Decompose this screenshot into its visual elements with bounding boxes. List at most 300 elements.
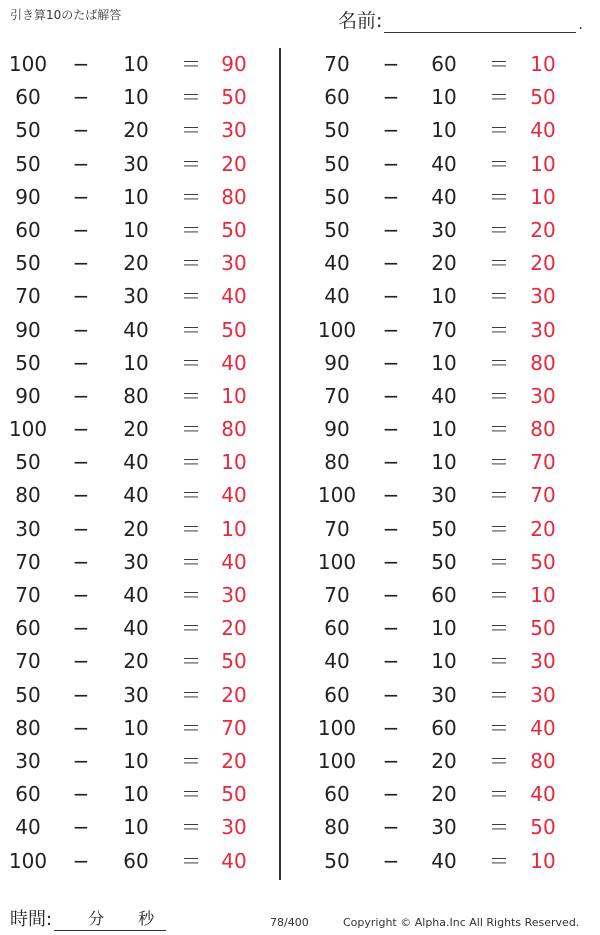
subtrahend: 10	[431, 450, 457, 475]
answer: 30	[530, 383, 556, 408]
answer: 50	[221, 217, 247, 242]
answer: 50	[530, 616, 556, 641]
subtrahend: 60	[123, 848, 149, 873]
equals-sign: ＝	[489, 52, 509, 76]
minuend: 70	[15, 284, 41, 309]
minuend: 50	[15, 682, 41, 707]
answer: 30	[221, 583, 247, 607]
minus-sign: −	[382, 350, 400, 375]
minuend: 40	[324, 284, 350, 309]
equals-sign: ＝	[181, 715, 201, 740]
equals-sign: ＝	[181, 616, 201, 641]
answer: 40	[221, 483, 247, 508]
minus-sign: −	[382, 417, 400, 442]
equals-sign: ＝	[489, 450, 509, 475]
equals-sign: ＝	[489, 251, 509, 276]
answer: 20	[221, 616, 247, 641]
problem-row	[281, 347, 600, 380]
minuend: 90	[15, 317, 41, 342]
equals-sign: ＝	[181, 748, 201, 773]
answer: 80	[530, 748, 556, 773]
answer: 20	[221, 151, 247, 176]
equals-sign: ＝	[489, 350, 509, 375]
minus-sign: −	[382, 715, 400, 740]
minus-sign: −	[382, 516, 400, 541]
seconds-label: 秒	[138, 909, 155, 928]
minus-sign: −	[72, 748, 90, 773]
subtrahend: 30	[123, 284, 149, 309]
answer: 30	[530, 317, 556, 342]
problem-row	[281, 314, 600, 347]
minuend: 40	[324, 649, 350, 674]
answer: 50	[221, 649, 247, 674]
problem-row	[0, 745, 279, 778]
equals-sign: ＝	[181, 251, 201, 276]
problem-row	[0, 712, 279, 745]
name-end-dot: .	[578, 17, 583, 33]
subtrahend: 60	[431, 52, 457, 76]
subtrahend: 10	[431, 649, 457, 674]
minus-sign: −	[382, 251, 400, 276]
subtrahend: 20	[123, 251, 149, 276]
equals-sign: ＝	[489, 151, 509, 176]
page-number: 78/400	[270, 916, 309, 929]
minus-sign: −	[72, 417, 90, 442]
problem-row	[0, 181, 279, 214]
equals-sign: ＝	[489, 217, 509, 242]
minuend: 30	[15, 516, 41, 541]
equals-sign: ＝	[489, 516, 509, 541]
subtrahend: 40	[431, 184, 457, 209]
minus-sign: −	[72, 251, 90, 276]
minus-sign: −	[72, 184, 90, 209]
problem-row	[0, 612, 279, 645]
equals-sign: ＝	[181, 184, 201, 209]
equals-sign: ＝	[489, 184, 509, 209]
minuend: 90	[15, 184, 41, 209]
subtrahend: 60	[431, 715, 457, 740]
subtrahend: 10	[123, 184, 149, 209]
subtrahend: 30	[431, 483, 457, 508]
problem-row	[0, 479, 279, 512]
minus-sign: −	[382, 383, 400, 408]
equals-sign: ＝	[489, 483, 509, 508]
problem-row	[0, 280, 279, 313]
problem-row	[0, 778, 279, 811]
subtrahend: 40	[431, 383, 457, 408]
minuend: 70	[15, 649, 41, 674]
subtrahend: 40	[123, 616, 149, 641]
equals-sign: ＝	[181, 118, 201, 143]
minuend: 60	[15, 616, 41, 641]
minuend: 60	[324, 682, 350, 707]
answer: 50	[221, 85, 247, 110]
answer: 10	[221, 516, 247, 541]
time-label: 時間:	[10, 909, 53, 930]
subtrahend: 40	[431, 848, 457, 873]
minus-sign: −	[72, 317, 90, 342]
equals-sign: ＝	[489, 616, 509, 641]
minus-sign: −	[72, 782, 90, 807]
minus-sign: −	[72, 649, 90, 674]
subtrahend: 20	[123, 649, 149, 674]
equals-sign: ＝	[181, 450, 201, 475]
subtrahend: 10	[431, 118, 457, 143]
answer: 40	[530, 118, 556, 143]
minuend: 60	[324, 616, 350, 641]
subtrahend: 20	[431, 748, 457, 773]
subtrahend: 50	[431, 516, 457, 541]
problem-row	[0, 114, 279, 147]
answer: 20	[530, 516, 556, 541]
minuend: 70	[324, 383, 350, 408]
answer: 70	[221, 715, 247, 740]
minuend: 50	[15, 251, 41, 276]
answer: 40	[221, 284, 247, 309]
subtrahend: 10	[123, 85, 149, 110]
subtrahend: 30	[123, 151, 149, 176]
subtrahend: 20	[431, 251, 457, 276]
minus-sign: −	[72, 350, 90, 375]
minus-sign: −	[382, 217, 400, 242]
answer: 20	[221, 748, 247, 773]
minuend: 70	[324, 52, 350, 76]
minus-sign: −	[382, 450, 400, 475]
problem-row	[281, 48, 600, 81]
minuend: 100	[317, 483, 357, 508]
problem-row	[0, 845, 279, 878]
minuend: 70	[15, 549, 41, 574]
problem-row	[281, 446, 600, 479]
problem-row	[0, 81, 279, 114]
minus-sign: −	[72, 715, 90, 740]
answer: 50	[530, 549, 556, 574]
subtrahend: 60	[431, 583, 457, 607]
answer: 80	[530, 417, 556, 442]
minus-sign: −	[72, 151, 90, 176]
minus-sign: −	[382, 549, 400, 574]
subtrahend: 20	[123, 516, 149, 541]
subtrahend: 10	[123, 52, 149, 76]
problem-row	[0, 314, 279, 347]
answer: 20	[530, 251, 556, 276]
minuend: 70	[324, 583, 350, 607]
minuend: 50	[324, 217, 350, 242]
problem-row	[281, 247, 600, 280]
minus-sign: −	[382, 616, 400, 641]
problem-row	[281, 645, 600, 678]
equals-sign: ＝	[181, 317, 201, 342]
copyright-notice: Copyright © Alpha.Inc All Rights Reserved.	[343, 916, 580, 929]
equals-sign: ＝	[181, 516, 201, 541]
equals-sign: ＝	[181, 151, 201, 176]
minus-sign: −	[72, 118, 90, 143]
problem-row	[0, 148, 279, 181]
subtrahend: 10	[123, 815, 149, 840]
answer: 70	[530, 450, 556, 475]
minuend: 100	[317, 317, 357, 342]
subtrahend: 30	[123, 549, 149, 574]
problem-row	[0, 48, 279, 81]
answer: 40	[221, 848, 247, 873]
answer: 50	[530, 815, 556, 840]
answer: 20	[221, 682, 247, 707]
problem-row	[281, 181, 600, 214]
problem-row	[0, 347, 279, 380]
answer: 40	[530, 782, 556, 807]
answer: 10	[221, 383, 247, 408]
equals-sign: ＝	[181, 350, 201, 375]
answer: 30	[530, 649, 556, 674]
problem-row	[281, 679, 600, 712]
equals-sign: ＝	[489, 118, 509, 143]
minuend: 100	[8, 417, 48, 442]
minus-sign: −	[72, 217, 90, 242]
subtrahend: 30	[123, 682, 149, 707]
problem-row	[0, 579, 279, 612]
answer: 10	[530, 184, 556, 209]
minus-sign: −	[72, 383, 90, 408]
answer: 20	[530, 217, 556, 242]
subtrahend: 10	[431, 417, 457, 442]
minuend: 60	[15, 85, 41, 110]
equals-sign: ＝	[181, 782, 201, 807]
problem-row	[281, 745, 600, 778]
problem-row	[281, 579, 600, 612]
problem-row	[0, 446, 279, 479]
worksheet-title: 引き算10のたば解答	[10, 8, 122, 22]
minuend: 100	[317, 715, 357, 740]
minus-sign: −	[72, 616, 90, 641]
equals-sign: ＝	[489, 715, 509, 740]
minus-sign: −	[382, 649, 400, 674]
equals-sign: ＝	[181, 417, 201, 442]
answer: 80	[221, 417, 247, 442]
equals-sign: ＝	[181, 284, 201, 309]
minus-sign: −	[382, 151, 400, 176]
minuend: 90	[324, 417, 350, 442]
subtrahend: 10	[123, 350, 149, 375]
minus-sign: −	[72, 52, 90, 76]
subtrahend: 40	[123, 317, 149, 342]
minuend: 60	[15, 782, 41, 807]
problem-row	[281, 148, 600, 181]
minus-sign: −	[72, 483, 90, 508]
minuend: 40	[324, 251, 350, 276]
minuend: 90	[324, 350, 350, 375]
problem-row	[281, 612, 600, 645]
equals-sign: ＝	[489, 317, 509, 342]
equals-sign: ＝	[181, 815, 201, 840]
subtrahend: 40	[123, 583, 149, 607]
minus-sign: −	[382, 483, 400, 508]
minuend: 50	[15, 118, 41, 143]
equals-sign: ＝	[181, 52, 201, 76]
name-label: 名前:	[338, 10, 383, 32]
answer: 80	[530, 350, 556, 375]
minuend: 50	[324, 184, 350, 209]
minuend: 50	[15, 450, 41, 475]
minus-sign: −	[72, 549, 90, 574]
minuend: 100	[317, 748, 357, 773]
minus-sign: −	[72, 516, 90, 541]
problem-row	[281, 479, 600, 512]
minus-sign: −	[382, 815, 400, 840]
problem-row	[0, 679, 279, 712]
problem-row	[0, 247, 279, 280]
answer: 40	[530, 715, 556, 740]
problem-row	[0, 546, 279, 579]
answer: 10	[530, 151, 556, 176]
right-problem-column	[281, 48, 600, 878]
problem-row	[281, 214, 600, 247]
equals-sign: ＝	[181, 85, 201, 110]
minuend: 60	[324, 85, 350, 110]
problem-row	[281, 114, 600, 147]
minuend: 80	[15, 483, 41, 508]
subtrahend: 10	[431, 616, 457, 641]
subtrahend: 20	[431, 782, 457, 807]
minuend: 70	[15, 583, 41, 607]
minus-sign: −	[72, 682, 90, 707]
time-blank-line	[54, 910, 166, 931]
minuend: 100	[8, 848, 48, 873]
answer: 50	[221, 782, 247, 807]
minuend: 60	[15, 217, 41, 242]
subtrahend: 20	[123, 417, 149, 442]
problem-row	[281, 280, 600, 313]
equals-sign: ＝	[489, 583, 509, 607]
minus-sign: −	[382, 184, 400, 209]
minuend: 100	[317, 549, 357, 574]
equals-sign: ＝	[489, 815, 509, 840]
answer: 10	[530, 52, 556, 76]
equals-sign: ＝	[489, 383, 509, 408]
equals-sign: ＝	[181, 383, 201, 408]
minus-sign: −	[382, 682, 400, 707]
minuend: 60	[324, 782, 350, 807]
problem-row	[0, 413, 279, 446]
answer: 90	[221, 52, 247, 76]
equals-sign: ＝	[489, 85, 509, 110]
name-field	[338, 6, 583, 33]
subtrahend: 10	[431, 85, 457, 110]
equals-sign: ＝	[489, 649, 509, 674]
time-field	[10, 905, 166, 931]
minuend: 90	[15, 383, 41, 408]
answer: 10	[221, 450, 247, 475]
problem-row	[281, 811, 600, 844]
equals-sign: ＝	[489, 284, 509, 309]
problem-row	[0, 214, 279, 247]
equals-sign: ＝	[489, 682, 509, 707]
answer: 30	[221, 118, 247, 143]
equals-sign: ＝	[489, 748, 509, 773]
minus-sign: −	[382, 118, 400, 143]
problem-row	[281, 380, 600, 413]
equals-sign: ＝	[489, 549, 509, 574]
minus-sign: −	[72, 284, 90, 309]
subtrahend: 10	[123, 217, 149, 242]
problem-row	[0, 811, 279, 844]
minuend: 40	[15, 815, 41, 840]
problem-row	[281, 778, 600, 811]
equals-sign: ＝	[181, 483, 201, 508]
equals-sign: ＝	[489, 782, 509, 807]
answer: 80	[221, 184, 247, 209]
subtrahend: 30	[431, 682, 457, 707]
answer: 10	[530, 583, 556, 607]
equals-sign: ＝	[489, 417, 509, 442]
minutes-label: 分	[88, 909, 105, 928]
subtrahend: 30	[431, 217, 457, 242]
subtrahend: 10	[431, 350, 457, 375]
equals-sign: ＝	[181, 217, 201, 242]
minuend: 50	[15, 350, 41, 375]
minus-sign: −	[382, 85, 400, 110]
problem-row	[281, 81, 600, 114]
problem-row	[281, 712, 600, 745]
subtrahend: 40	[431, 151, 457, 176]
subtrahend: 30	[431, 815, 457, 840]
minus-sign: −	[382, 782, 400, 807]
subtrahend: 40	[123, 483, 149, 508]
answer: 30	[530, 682, 556, 707]
minuend: 80	[15, 715, 41, 740]
minus-sign: −	[72, 583, 90, 607]
answer: 30	[221, 815, 247, 840]
subtrahend: 40	[123, 450, 149, 475]
minuend: 30	[15, 748, 41, 773]
subtrahend: 70	[431, 317, 457, 342]
minus-sign: −	[72, 85, 90, 110]
problem-row	[0, 380, 279, 413]
minus-sign: −	[382, 284, 400, 309]
minuend: 80	[324, 450, 350, 475]
minus-sign: −	[72, 450, 90, 475]
left-problem-column	[0, 48, 279, 878]
minuend: 50	[324, 118, 350, 143]
name-blank-line	[384, 12, 576, 33]
answer: 30	[530, 284, 556, 309]
minus-sign: −	[382, 848, 400, 873]
problem-row	[281, 546, 600, 579]
minuend: 80	[324, 815, 350, 840]
answer: 10	[530, 848, 556, 873]
answer: 40	[221, 549, 247, 574]
answer: 50	[530, 85, 556, 110]
subtrahend: 10	[123, 715, 149, 740]
minus-sign: −	[382, 748, 400, 773]
minus-sign: −	[382, 583, 400, 607]
subtrahend: 10	[431, 284, 457, 309]
equals-sign: ＝	[181, 649, 201, 674]
equals-sign: ＝	[489, 848, 509, 873]
subtrahend: 20	[123, 118, 149, 143]
minuend: 70	[324, 516, 350, 541]
minuend: 100	[8, 52, 48, 76]
problem-row	[0, 513, 279, 546]
equals-sign: ＝	[181, 583, 201, 607]
answer: 50	[221, 317, 247, 342]
minuend: 50	[324, 848, 350, 873]
problem-row	[0, 645, 279, 678]
minus-sign: −	[72, 848, 90, 873]
subtrahend: 50	[431, 549, 457, 574]
problem-row	[281, 413, 600, 446]
equals-sign: ＝	[181, 848, 201, 873]
answer: 70	[530, 483, 556, 508]
